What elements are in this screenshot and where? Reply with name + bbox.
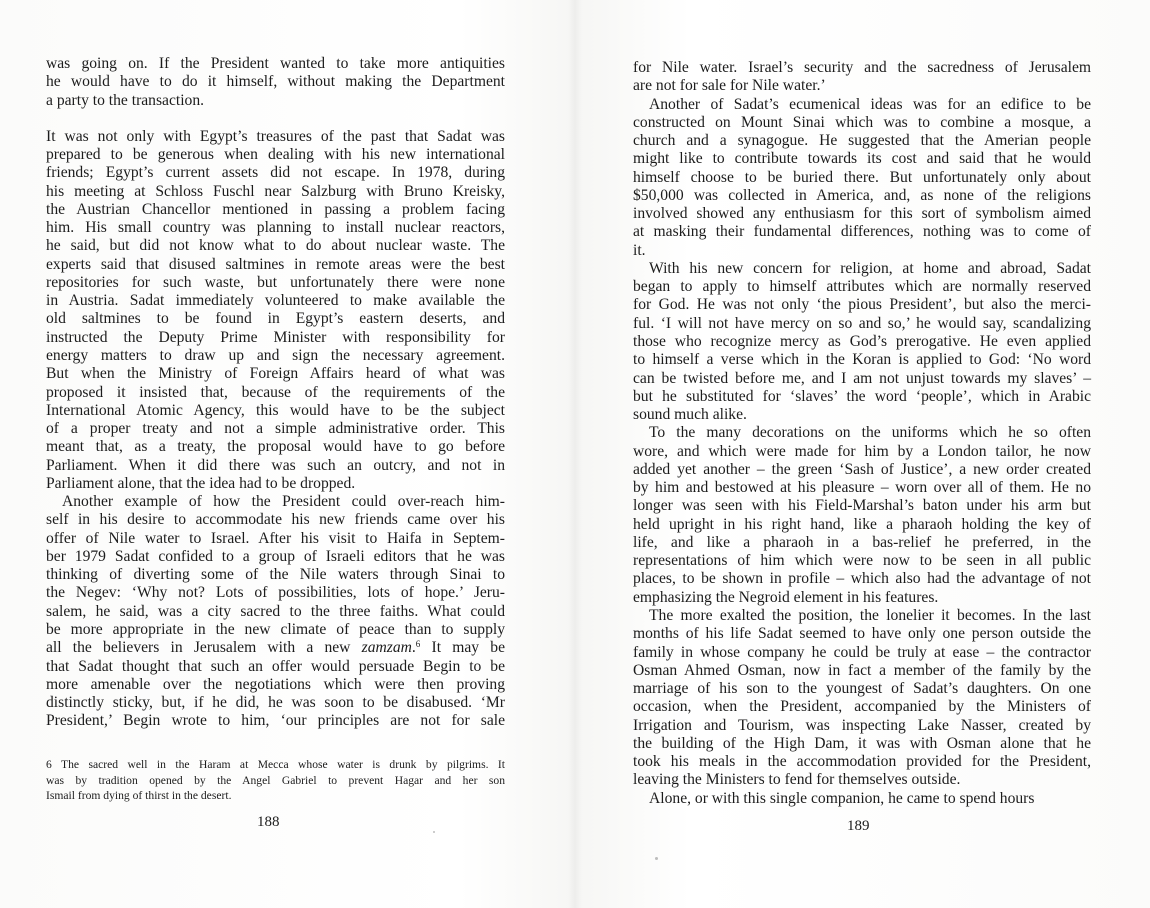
text-line: salem, he said, was a city sacred to the three faiths. What could — [46, 602, 505, 620]
text-line: Parliament alone, that the idea had to be dropped. — [46, 474, 356, 492]
text-line: sound much alike. — [633, 406, 747, 424]
text-line: for God. He was not only ‘the pious President’, but also the merci- — [633, 296, 1091, 314]
text-line: wore, and which were made for him by a London tailor, he now — [633, 442, 1091, 460]
text-line: offer of Nile water to Israel. After his visit to Haifa in Septem- — [46, 529, 505, 547]
text-line: $50,000 was collected in America, and, as none of the religions — [633, 186, 1091, 204]
text-line: began to apply to himself attributes which are normally reserved — [633, 278, 1091, 296]
text-line: can be twisted before me, and I am not unjust towards my slaves’ – — [633, 369, 1091, 387]
text-line: ful. ‘I will not have mercy on so and so,’ he would say, scandalizing — [633, 314, 1091, 332]
text-line: was going on. If the President wanted to take more antiquities — [46, 55, 505, 72]
text-line: a party to the transaction. — [46, 91, 205, 109]
text-line: Another of Sadat’s ecumenical ideas was for an edifice to be — [649, 95, 1091, 113]
text-line: to himself a verse which in the Koran is applied to God: ‘No word — [633, 351, 1091, 369]
text-line: Alone, or with this single companion, he came to spend hours — [649, 789, 1035, 807]
text-line: those who recognize mercy as God’s prerogative. He even applied — [633, 332, 1091, 350]
right-page-body — [633, 59, 1091, 808]
text-line: involved showed any enthusiasm for this sort of symbolism aimed — [633, 205, 1091, 223]
text-line: With his new concern for religion, at home and abroad, Sadat — [649, 259, 1091, 277]
text-line: ber 1979 Sadat confided to a group of Israeli editors that he was — [46, 547, 505, 565]
left-page-body — [46, 55, 505, 731]
zamzam-word: zamzam — [361, 639, 412, 657]
text-line: might like to contribute towards its cost and said that he would — [633, 150, 1091, 168]
footnote — [46, 757, 505, 804]
text-line: added yet another – the green ‘Sash of Justice’, a new order created — [633, 460, 1091, 478]
text-line: President,’ Begin wrote to him, ‘our principles are not for sale — [46, 712, 505, 730]
text-line: the Negev: ‘Why not? Lots of possibilities, lots of hope.’ Jeru- — [46, 584, 505, 602]
text-line: the building of the High Dam, it was with Osman alone that he — [633, 734, 1091, 752]
footnote-line: 6 The sacred well in the Haram at Mecca whose water is drunk by pilgrims. It — [46, 758, 505, 771]
paragraph-mount-sinai — [633, 96, 1091, 260]
text-line: marriage of his son to the youngest of Sadat’s daughters. On one — [633, 680, 1091, 698]
scan-speck — [433, 831, 435, 833]
text-line: proposed it insisted that, because of the requirements of the — [46, 383, 505, 401]
text-line: it. — [633, 241, 646, 259]
text-line: representations of him which were now to be seen in all public — [633, 552, 1091, 570]
text-line: friends; Egypt’s current assets did not escape. In 1978, during — [46, 164, 505, 182]
text-line: To the many decorations on the uniforms which he so often — [649, 424, 1091, 442]
text-line: But when the Ministry of Foreign Affairs heard of what was — [46, 365, 505, 383]
text-line: prepared to be generous when dealing with his new international — [46, 146, 505, 164]
paragraph-decorations — [633, 424, 1091, 607]
text-line: himself choose to be buried there. But unfortunately only about — [633, 168, 1091, 186]
footnote-reference[interactable]: 6 — [415, 639, 421, 650]
text-line: International Atomic Agency, this would have to be the subject — [46, 401, 505, 419]
text-line: instructed the Deputy Prime Minister with responsibility for — [46, 328, 505, 346]
text-line: his meeting at Schloss Fuschl near Salzburg with Bruno Kreisky, — [46, 182, 505, 200]
paragraph-lonelier — [633, 607, 1091, 790]
text-line: family in whose company he could be truly at ease – the contractor — [633, 643, 1091, 661]
text-line: constructed on Mount Sinai which was to combine a mosque, a — [633, 113, 1091, 131]
text-line: Irrigation and Tourism, was inspecting Lake Nasser, created by — [633, 716, 1091, 734]
text-line: held upright in his right hand, like a pharaoh holding the key of — [633, 515, 1091, 533]
paragraph-continuation — [633, 59, 1091, 96]
text-line: meant that, as a treaty, the proposal would have to go before — [46, 438, 505, 456]
section-break — [46, 110, 505, 128]
text-line: The more exalted the position, the lonelier it becomes. In the last — [649, 606, 1091, 624]
text-line: It was not only with Egypt’s treasures of the past that Sadat was — [46, 127, 505, 145]
text-line: leaving the Ministers to fend for themselves outside. — [633, 771, 961, 789]
text-line: be more appropriate in the new climate of peace than to supply — [46, 620, 505, 638]
text-line-zamzam: all the believers in Jerusalem with a new zamzam.$^6$ It may be — [46, 639, 505, 657]
text-line: longer was seen with his Field-Marshal’s baton under his arm but — [633, 497, 1091, 515]
text-line: Another example of how the President could over-reach him- — [62, 493, 505, 511]
footnote-line: was by tradition opened by the Angel Gabriel to prevent Hagar and her son — [46, 773, 505, 787]
text-line: him. His small country was planning to install nuclear reactors, — [46, 219, 505, 237]
text-line: more amenable over the negotiations which were then proving — [46, 675, 505, 693]
text-line: church and a synagogue. He suggested that the Amerian people — [633, 132, 1091, 150]
text-line: Parliament. When it did there was such an outcry, and not in — [46, 456, 505, 474]
text-line: he would have to do it himself, without making the Department — [46, 73, 505, 91]
text-line: but he substituted for ‘slaves’ the word ‘people’, which in Arabic — [633, 387, 1091, 405]
text-line: old saltmines to be found in Egypt’s eastern deserts, and — [46, 310, 505, 328]
text-line: of a proper treaty and not a simple administrative order. This — [46, 420, 505, 438]
scan-speck — [655, 857, 658, 860]
page-gutter — [568, 0, 582, 908]
page-number-right: 189 — [847, 818, 870, 834]
text-line: at masking their fundamental differences, nothing was to come of — [633, 223, 1091, 241]
paragraph-nile-water — [46, 493, 505, 730]
page-number-left: 188 — [257, 814, 280, 830]
text-line: by him and bestowed at his pleasure – worn over all of them. He no — [633, 479, 1091, 497]
text-line: occasion, when the President, accompanied by the Ministers of — [633, 698, 1091, 716]
text-line: are not for sale for Nile water.’ — [633, 77, 826, 95]
footnote-line: Ismail from dying of thirst in the desert. — [46, 789, 232, 803]
text-line: experts said that disused saltmines in remote areas were the best — [46, 255, 505, 273]
text-line: took his meals in the accommodation provided for the President, — [633, 753, 1091, 771]
text-line: Osman Ahmed Osman, now in fact a member of the family by the — [633, 661, 1091, 679]
text-line: he said, but did not know what to do about nuclear waste. The — [46, 237, 505, 255]
text-fragment: It may be — [420, 639, 505, 657]
text-line: repositories for such waste, but unfortunately there were none — [46, 273, 505, 291]
text-line: places, to be shown in profile – which also had the advantage of not — [633, 570, 1091, 588]
text-line: thinking of diverting some of the Nile waters through Sinai to — [46, 566, 505, 584]
paragraph-religion — [633, 260, 1091, 424]
paragraph-continuation — [46, 55, 505, 110]
text-line: life, and like a pharaoh in a bas-relief he preferred, in the — [633, 533, 1091, 551]
text-line: energy matters to draw up and sign the necessary agreement. — [46, 346, 505, 364]
text-line: self in his desire to accommodate his new friends came over his — [46, 511, 505, 529]
text-line: the Austrian Chancellor mentioned in passing a problem facing — [46, 200, 505, 218]
text-line: in Austria. Sadat immediately volunteered to make available the — [46, 292, 505, 310]
text-line: that Sadat thought that such an offer would persuade Begin to be — [46, 657, 505, 675]
text-fragment: all the believers in Jerusalem with a new — [46, 639, 362, 657]
paragraph-alone — [633, 790, 1091, 808]
text-line: emphasizing the Negroid element in his features. — [633, 588, 939, 606]
text-line: months of his life Sadat seemed to have only one person outside the — [633, 625, 1091, 643]
paragraph-nuclear-waste — [46, 128, 505, 493]
text-line: for Nile water. Israel’s security and the sacredness of Jerusalem — [633, 59, 1091, 76]
text-line: distinctly sticky, but, if he did, he was soon to be disabused. ‘Mr — [46, 694, 505, 712]
